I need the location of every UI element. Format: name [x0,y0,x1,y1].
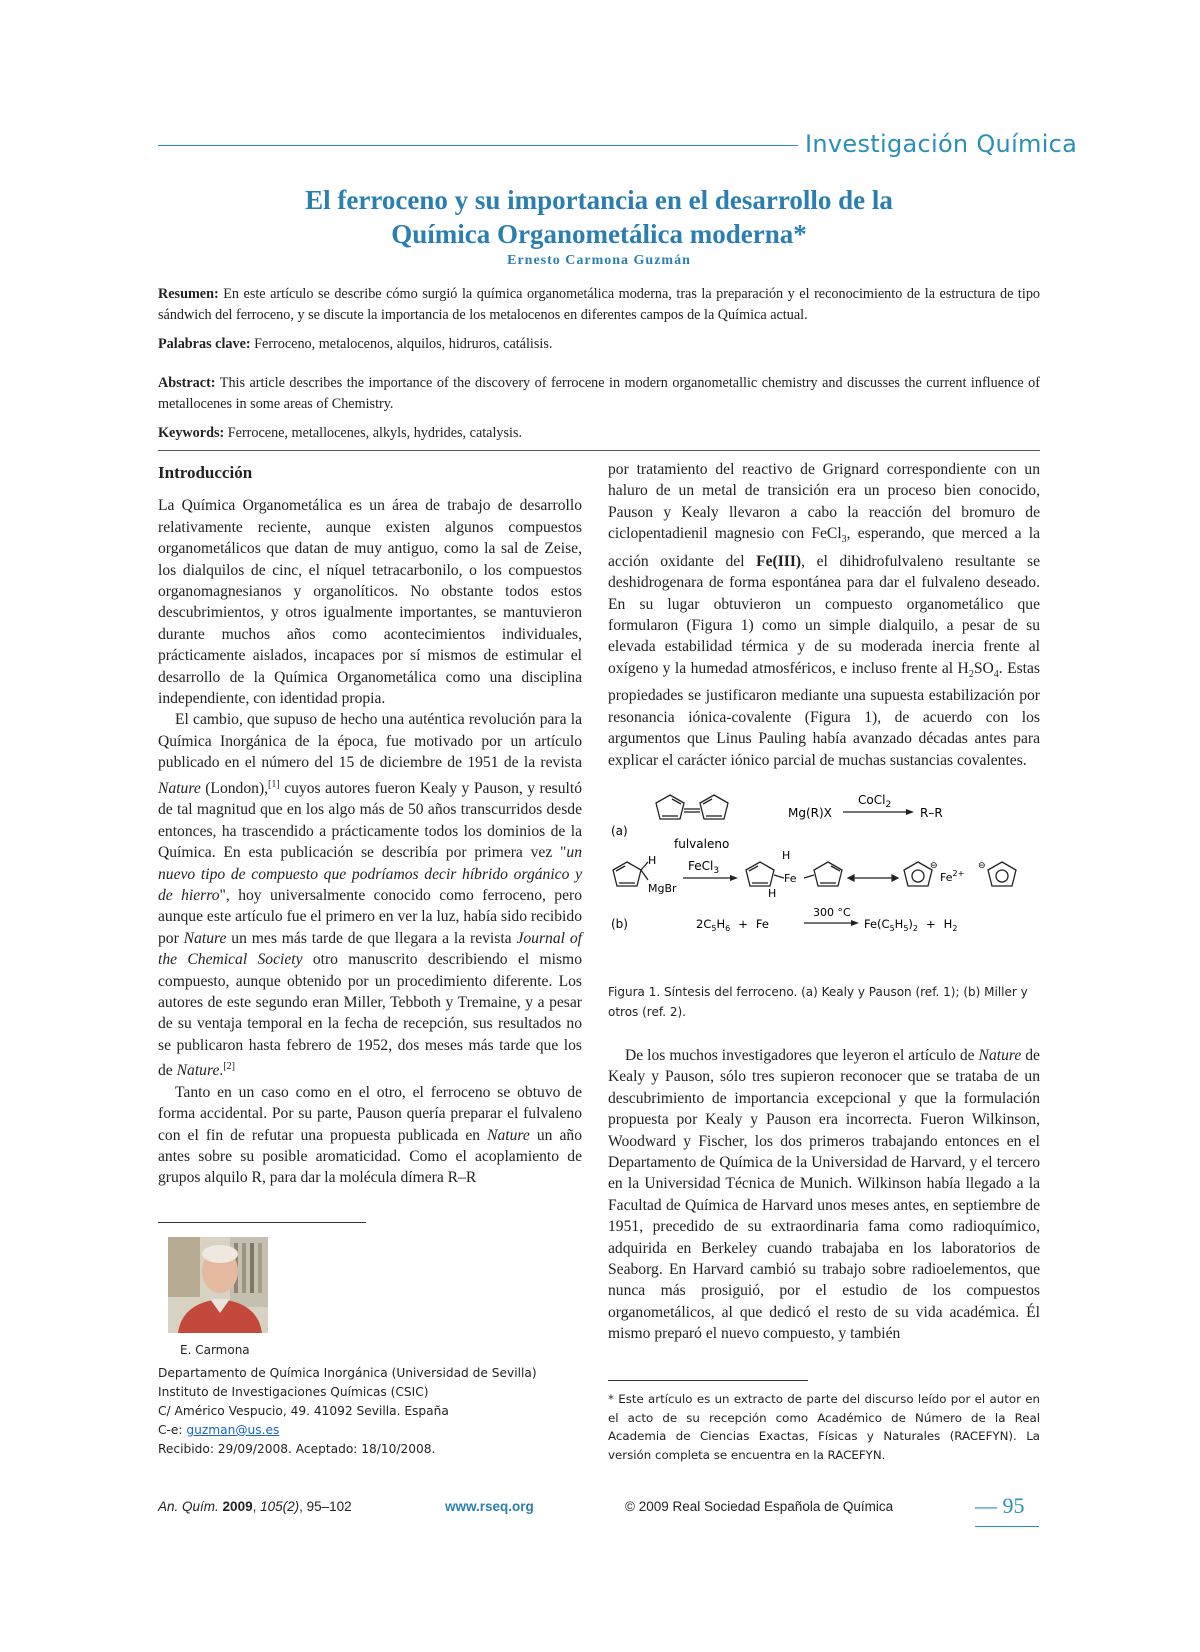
page-number: — 95 [975,1493,1025,1518]
right-column-lower [608,1045,1040,1345]
palabras-label: Palabras clave: [158,336,251,352]
journal-name: Journal of the Chemical Society [158,929,582,969]
keywords [158,423,1040,444]
paragraph: La Química Organometálica es un área de trabajo de desarrollo relativamente reciente, aunque existen algunos compuestos organometálicos que datan de muy antiguo, como la sal de Zeise, los dialquilos de cinc, el níquel tetracarbonilo, o los compuestos organomagnesianos y organolíticos. No obstante todos estos descubrimientos, y otros igualmente importantes, se mantuvieron durante muchos años como acontecimientos individuales, prácticamente aislados, incapaces por sí mismos de estimular el desarrollo de la Química Organometálica como una disciplina independiente, con identidad propia. [158,497,582,708]
paragraph: Tanto en un caso como en el otro, el ferroceno se obtuvo de forma accidental. Por su parte, Pauson quería preparar el fulvaleno con el fin de refutar una propuesta publicada en Nature un año antes sobre su posible aromaticidad. Como el acoplamiento de grupos alquilo R, para dar la molécula dímera R–R [158,1083,583,1187]
resumen-text: En este artículo se describe cómo surgió la química organometálica moderna, tras la preparación y el reconocimiento de la estructura de tipo sándwich del ferroceno, y se discute la importancia de los metalocenos en diferentes campos de la Química actual. [158,286,1041,323]
page-number-rule [975,1526,1039,1527]
cp-mgbr-structure [613,862,648,886]
figure-label-b: (b) [611,917,628,931]
cocl2-label: CoCl$_2$ [858,793,892,810]
email-link[interactable]: guzman@us.es [186,1423,280,1437]
fe2-label: $Fe^{2+}$ [940,869,965,884]
section-label: Investigación Química [805,130,1078,158]
paragraph: El cambio, que supuso de hecho una auténtica revolución para la Química Inorgánica de la época, fue motivado por un artículo publicado en el número del 15 de diciembre de 1951 de la revista Nature (London),[1] cuyos autores fueron Kealy y Pauson, y resultó de tal magnitud que en los algo más de 50 años transcurridos desde entonces, ha trascendido a prácticamente todos los dominios de la Química. En esta publicación se describía por primera vez "un nuevo tipo de compuesto que podríamos decir híbrido orgánico y de hierro", hoy universalmente conocido como ferroceno, pero aunque este artículo fue el primero en ver la luz, había sido recibido por Nature un mes más tarde de que llegara a la revista Journal of the Chemical Society otro manuscrito describiendo el mismo compuesto, aunque obtenido por un procedimiento diferente. Los autores de este segundo eran Miller, Tebboth y Tremaine, y a pesar de su ventaja temporal en la fecha de recepción, sus resultados no se publicaron hasta febrero de 1952, dos meses más tarde que los de Nature.[2] [158,711,582,1080]
photo-caption: E. Carmona [180,1343,250,1357]
svg-text:⊖: ⊖ [930,861,938,871]
svg-text:⊖: ⊖ [978,861,986,871]
figure-label-a: (a) [611,824,628,838]
abstract-text: This article describes the importance of the discovery of ferrocene in modern organometallic chemistry and discusses the current influence of metallocenes in some areas of Chemistry. [158,375,1041,412]
reference: [1] [268,778,280,790]
abstract-rule [158,450,1040,451]
figure-caption: Figura 1. Síntesis del ferroceno. (a) Kealy y Pauson (ref. 1); (b) Miller y otros (ref. 2). [608,985,1028,1019]
resumen [158,284,1040,326]
svg-text:H: H [768,887,777,900]
left-column [158,462,582,1189]
paragraph: por tratamiento del reactivo de Grignard correspondiente con un haluro de un metal de transición era un proceso bien conocido, Pauson y Kealy llevaron a cabo la reacción del bromuro de ciclopentadienil magnesio con FeCl$_3$, esperando, que merced a la acción oxidante del Fe(III), el dihidrofulvaleno resultante se deshidrogenara de forma espontánea para dar el fulvaleno deseado. En su lugar obtuvieron un compuesto organometálico que formularon (Figura 1) como un simple dialquilo, a pesar de su elevada estabilidad térmica y de su moderada inercia frente al oxígeno y la humedad atmosféricos, e incluso frente al $H_2SO_4$. Estas propiedades se justificaron mediante una supuesta estabilización por resonancia iónica-covalente (Figura 1), de acuerdo con los argumentos que Linus Pauling había avanzado décadas antes para explicar el carácter iónico parcial de muchas sustancias covalentes. [608,461,1041,769]
palabras-clave [158,334,1040,355]
right-column [608,459,1040,771]
abstract [158,373,1040,415]
fe-label: Fe [784,872,797,885]
copyright: © 2009 Real Sociedad Española de Química [625,1499,894,1514]
resumen-label: Resumen: [158,286,219,302]
temperature-label: 300 °C [813,906,851,919]
footnote-rule [608,1380,808,1381]
email-line: C-e: guzman@us.es [158,1423,280,1437]
affiliation [158,1364,588,1459]
affiliation-line: Departamento de Química Inorgánica (Universidad de Sevilla) [158,1366,537,1380]
fulvalene-structure [656,795,728,819]
author-photo [168,1237,268,1333]
article-author: Ernesto Carmona Guzmán [507,253,691,268]
keywords-label: Keywords: [158,425,225,441]
quote: un nuevo tipo de compuesto que podríamos decir híbrido orgánico y de hierro [158,844,582,904]
journal-name: Nature [158,779,201,797]
affiliation-line: C/ Américo Vespucio, 49. 41092 Sevilla. España [158,1404,449,1418]
fecl3-label: FeCl$_3$ [688,859,720,876]
author-box-rule [158,1222,366,1223]
journal-url[interactable]: www.rseq.org [445,1499,534,1514]
citation: An. Quím. 2009, 105(2), 95–102 [158,1499,352,1514]
fulvaleno-label: fulvaleno [674,837,730,851]
footnote: * Este artículo es un extracto de parte del discurso leído por el autor en el acto de su recepción como Académico de Número de la Real Academia de Ciencias Exactas, Físicas y Naturales (RACEFYN). La versión completa se encuentra en la RACEFYN. [608,1392,1040,1462]
reaction-b-products: $Fe(C_5H_5)_2 + H_2$ [864,917,958,933]
affiliation-line: Instituto de Investigaciones Químicas (CSIC) [158,1385,429,1399]
section-heading: Introducción [158,463,253,482]
mgbr-label: MgBr [648,882,677,895]
palabras-text: Ferroceno, metalocenos, alquilos, hidruros, catálisis. [254,336,553,352]
mgrx-label: Mg(R)X [788,806,832,820]
svg-text:H: H [648,854,657,867]
resonance-arrow [848,875,898,881]
title-line-2: Química Organometálica moderna* [391,219,807,249]
svg-text:H: H [782,849,791,862]
figure-1 [608,782,1040,960]
reference: [2] [223,1061,235,1073]
keywords-text: Ferrocene, metallocenes, alkyls, hydrides, catalysis. [227,425,523,441]
title-line-1: El ferroceno y su importancia en el desarrollo de la [305,185,893,215]
rr-label: R–R [920,806,943,820]
paragraph: De los muchos investigadores que leyeron el artículo de Nature de Kealy y Pauson, sólo tres supieron reconocer que se trataba de un descubrimiento de importancia excepcional y que la formulación propuesta por Kealy y Pauson era incorrecta. Fueron Wilkinson, Woodward y Fischer, los dos primeros trabajando entonces en el Departamento de Química de la Universidad de Harvard, y el tercero en la Universidad Técnica de Munich. Wilkinson había llegado a la Facultad de Química de Harvard unos meses antes, en septiembre de 1951, precedido de su extraordinaria fama como radioquímico, adquirida en Berkeley cuando trabajaba en los laboratorios de Seaborg. En Harvard cambió su trabajo sobre radioelementos, que nunca más prosiguió, por el estudio de los compuestos organometálicos, al que dedicó el resto de su vida académica. Él mismo preparó el nuevo compuesto, y también [608,1047,1040,1343]
header-rule [158,145,798,146]
dates-line: Recibido: 29/09/2008. Aceptado: 18/10/2008. [158,1442,436,1456]
article-title [158,183,1040,251]
abstract-label: Abstract: [158,375,216,391]
reaction-b-reactants: $2C_5H_6 + Fe$ [696,917,769,933]
